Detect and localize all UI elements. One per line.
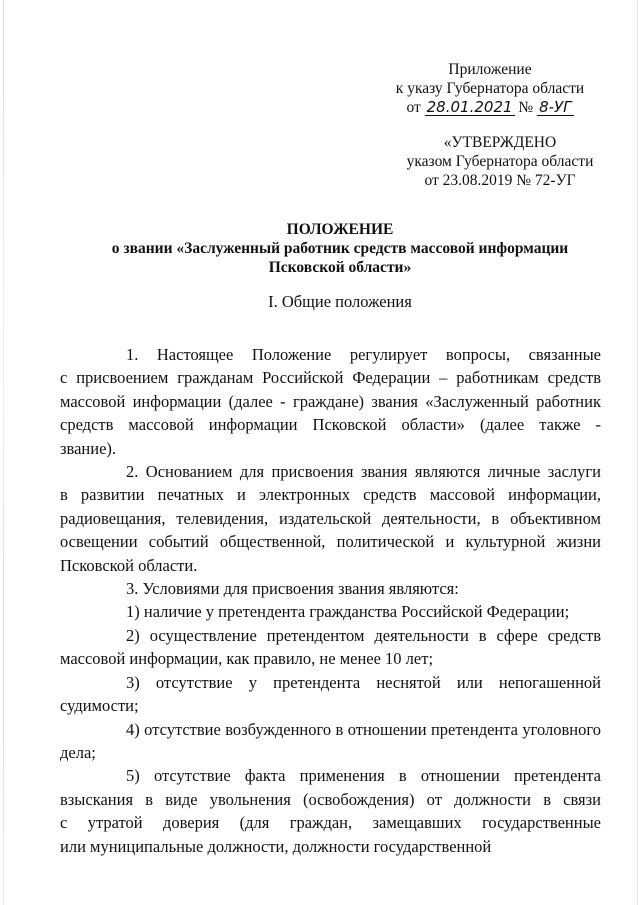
approved-line-1: «УТВЕРЖДЕНО bbox=[443, 134, 557, 151]
approved-block bbox=[400, 133, 600, 190]
handwritten-number: 8-УГ bbox=[539, 98, 572, 116]
paragraph-line: Псковской области. bbox=[60, 555, 198, 575]
paragraph-line: с утратой доверия (для граждан, замещавших государственные bbox=[60, 813, 601, 833]
title-line-3: Псковской области» bbox=[268, 259, 412, 276]
paragraph bbox=[60, 718, 601, 765]
paragraph bbox=[60, 671, 601, 718]
document-title bbox=[60, 220, 620, 277]
paragraph-line: в развитии печатных и электронных средств массовой информации, bbox=[60, 485, 601, 505]
paragraph-line: судимости; bbox=[60, 696, 139, 716]
date-prefix: от bbox=[406, 99, 421, 116]
section-heading: I. Общие положения bbox=[268, 292, 412, 311]
paragraph-line: 4) отсутствие возбужденного в отношении претендента уголовного bbox=[126, 719, 601, 739]
paragraph-line: средств массовой информации Псковской области» (далее также - bbox=[60, 415, 601, 435]
appendix-line-2: к указу Губернатора области bbox=[395, 80, 585, 97]
paragraph bbox=[89, 577, 601, 600]
paragraph bbox=[89, 600, 601, 623]
paragraph-line: 5) отсутствие факта применения в отношении претендента bbox=[126, 766, 601, 786]
paragraph-line: освещении событий общественной, политической и культурной жизни bbox=[60, 532, 601, 552]
paragraph bbox=[60, 764, 601, 858]
paragraph-line: массовой информации (далее - граждане) звания «Заслуженный работник bbox=[60, 391, 601, 411]
scan-left-edge bbox=[3, 0, 4, 905]
paragraph-line: 3) отсутствие у претендента неснятой или непогашенной bbox=[126, 672, 601, 692]
paragraph-line: 1) наличие у претендента гражданства Российской Федерации; bbox=[126, 602, 570, 622]
paragraph-line: с присвоением гражданам Российской Федерации – работникам средств bbox=[60, 368, 601, 388]
approved-line-2: указом Губернатора области bbox=[406, 153, 594, 170]
paragraph-line: взыскания в виде увольнения (освобождения) от должности в связи bbox=[60, 789, 601, 809]
paragraph-line: радиовещания, телевидения, издательской деятельности, в объективном bbox=[60, 508, 601, 528]
paragraph-line: массовой информации, как правило, не менее 10 лет; bbox=[60, 649, 434, 669]
appendix-header bbox=[380, 60, 600, 117]
paragraph-line: 1. Настоящее Положение регулирует вопросы, связанные bbox=[126, 345, 601, 364]
paragraph-line: 2) осуществление претендентом деятельности в сфере средств bbox=[126, 625, 601, 645]
scan-right-edge bbox=[637, 0, 638, 905]
handwritten-date: 28.01.2021 bbox=[426, 98, 513, 116]
paragraph-line: или муниципальные должности, должности государственной bbox=[60, 836, 492, 856]
paragraph-line: 2. Основанием для присвоения звания являются личные заслуги bbox=[126, 462, 601, 482]
paragraph-line: звание). bbox=[60, 438, 117, 458]
paragraph bbox=[60, 343, 601, 460]
title-line-2: о звании «Заслуженный работник средств массовой информации bbox=[111, 240, 569, 257]
appendix-date-line bbox=[380, 98, 600, 117]
paragraph bbox=[60, 624, 601, 671]
paragraph-line: 3. Условиями для присвоения звания являются: bbox=[126, 579, 459, 599]
number-prefix: № bbox=[518, 99, 534, 116]
paragraph-line: дела; bbox=[60, 742, 96, 762]
paragraph bbox=[60, 460, 601, 577]
title-line-1: ПОЛОЖЕНИЕ bbox=[286, 221, 394, 238]
approved-line-3: от 23.08.2019 № 72-УГ bbox=[424, 172, 576, 189]
appendix-line-1: Приложение bbox=[448, 61, 532, 78]
document-body bbox=[60, 343, 601, 858]
